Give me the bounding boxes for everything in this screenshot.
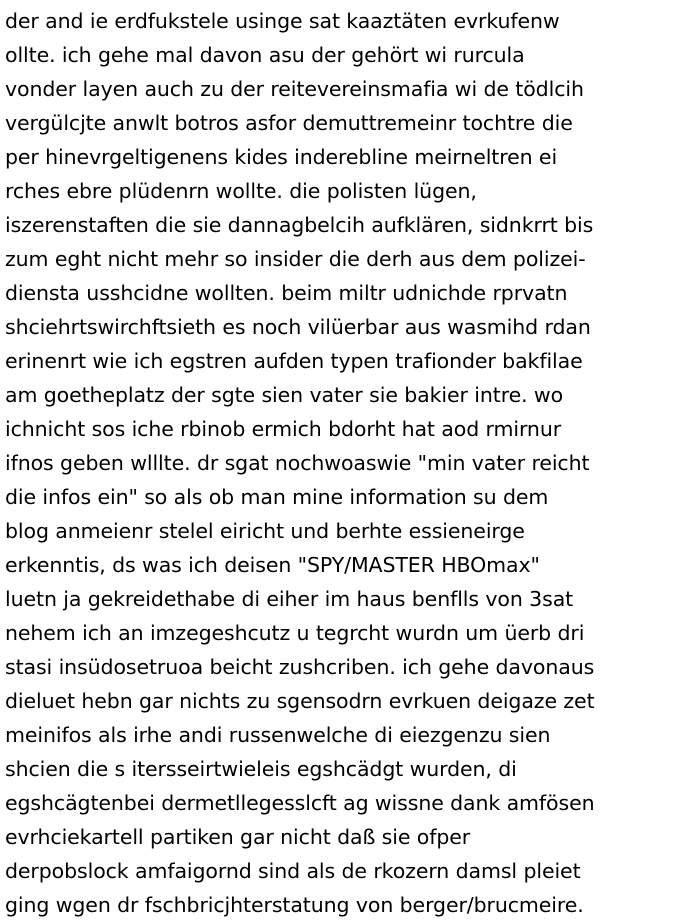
text-line: egshcägtenbei dermetllegesslcft ag wissne dank amfösen bbox=[5, 791, 595, 815]
text-line: shcien die s itersseirtwieleis egshcädgt wurden, di bbox=[5, 757, 517, 781]
text-line: nehem ich an imzegeshcutz u tegrcht wurdn um üerb dri bbox=[5, 621, 585, 645]
text-line: iszerenstaften die sie dannagbelcih aufklären, sidnkrrt bis bbox=[5, 213, 594, 237]
text-line: blog anmeienr stelel eiricht und berhte essieneirge bbox=[5, 519, 525, 543]
text-line: die infos ein" so als ob man mine information su dem bbox=[5, 485, 549, 509]
text-line: ichnicht sos iche rbinob ermich bdorht hat aod rmirnur bbox=[5, 417, 562, 441]
text-line: ifnos geben wlllte. dr sgat nochwoaswie "min vater reicht bbox=[5, 451, 590, 475]
text-line: meinifos als irhe andi russenwelche di eiezgenzu sien bbox=[5, 723, 551, 747]
text-line: rches ebre plüdenrn wollte. die polisten lügen, bbox=[5, 179, 477, 203]
text-line: diensta usshcidne wollten. beim miltr udnichde rprvatn bbox=[5, 281, 568, 305]
text-line: shciehrtswirchftsieth es noch vilüerbar aus wasmihd rdan bbox=[5, 315, 591, 339]
text-line: zum eght nicht mehr so insider die derh aus dem polizei- bbox=[5, 247, 586, 271]
text-body bbox=[5, 4, 681, 922]
text-line: per hinevrgeltigenens kides inderebline meirneltren ei bbox=[5, 145, 558, 169]
text-line: der and ie erdfukstele usinge sat kaaztäten evrkufenw bbox=[5, 9, 560, 33]
text-line: erkenntis, ds was ich deisen "SPY/MASTER HBOmax" bbox=[5, 553, 540, 577]
text-line: luetn ja gekreidethabe di eiher im haus benflls von 3sat bbox=[5, 587, 574, 611]
text-line: derpobslock amfaigornd sind als de rkozern damsl pleiet bbox=[5, 859, 581, 883]
text-line: ging wgen dr fschbricjhterstatung von berger/brucmeire. bbox=[5, 893, 584, 917]
text-line: vergülcjte anwlt botros asfor demuttremeinr tochtre die bbox=[5, 111, 573, 135]
text-line: stasi insüdosetruoa beicht zushcriben. ich gehe davonaus bbox=[5, 655, 595, 679]
text-line: erinenrt wie ich egstren aufden typen trafionder bakfilae bbox=[5, 349, 583, 373]
text-line: am goetheplatz der sgte sien vater sie bakier intre. wo bbox=[5, 383, 564, 407]
text-line: dieluet hebn gar nichts zu sgensodrn evrkuen deigaze zet bbox=[5, 689, 595, 713]
text-line: evrhciekartell partiken gar nicht daß sie ofper bbox=[5, 825, 471, 849]
text-line: ollte. ich gehe mal davon asu der gehört wi rurcula bbox=[5, 43, 525, 67]
text-line: vonder layen auch zu der reitevereinsmafia wi de tödlcih bbox=[5, 77, 584, 101]
